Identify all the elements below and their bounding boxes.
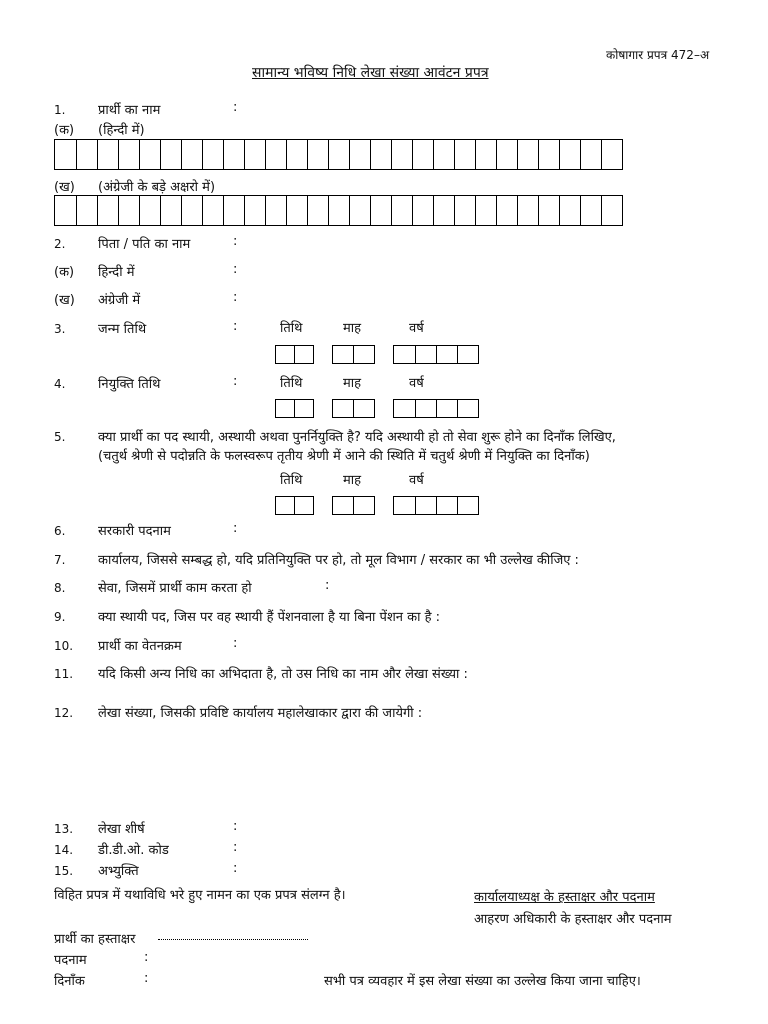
char-box[interactable] [181,196,202,225]
char-box[interactable] [307,140,328,169]
char-box[interactable] [538,196,559,225]
char-box[interactable] [601,140,622,169]
item-number: 14. [54,843,74,857]
digit-box[interactable] [415,497,436,514]
item-number: 7. [54,553,66,567]
form-title: सामान्य भविष्य निधि लेखा संख्या आवंटन प्रपत्र [252,65,489,81]
colon: : [233,819,238,834]
char-box[interactable] [307,196,328,225]
char-box[interactable] [517,196,538,225]
char-box[interactable] [265,140,286,169]
char-box[interactable] [601,196,622,225]
char-box[interactable] [328,196,349,225]
item-number: 8. [54,581,66,595]
month-label: माह [343,376,362,391]
remarks-label: अभ्युक्ति [98,864,139,879]
sub-item-number: (ख) [54,180,75,195]
dob-year-boxes[interactable] [393,345,479,364]
hindi-name-label: (हिन्दी में) [98,123,145,138]
service-label: सेवा, जिसमें प्रार्थी काम करता हो [98,581,252,596]
year-label: वर्ष [409,376,424,391]
char-box[interactable] [97,140,118,169]
item-number: 5. [54,430,66,444]
colon: : [233,262,238,277]
char-box[interactable] [496,140,517,169]
char-box[interactable] [496,196,517,225]
char-box[interactable] [454,196,475,225]
char-box[interactable] [391,196,412,225]
char-box[interactable] [160,196,181,225]
char-box[interactable] [76,196,97,225]
pay-scale-label: प्रार्थी का वेतनक्रम [98,639,182,654]
day-label: तिथि [280,376,303,391]
char-box[interactable] [454,140,475,169]
char-box[interactable] [286,196,307,225]
char-box[interactable] [139,196,160,225]
item-number: 6. [54,524,66,538]
pension-question-label: क्या स्थायी पद, जिस पर वह स्थायी हैं पेंशनवाला है या बिना पेंशन का है : [98,610,441,625]
digit-box[interactable] [276,346,294,363]
char-box[interactable] [580,140,601,169]
date-label: दिनाँक [54,974,85,989]
drawing-officer-signature-label: आहरण अधिकारी के हस्ताक्षर और पदनाम [474,912,672,927]
char-box[interactable] [286,140,307,169]
colon: : [233,521,238,536]
official-designation-label: सरकारी पदनाम [98,524,171,539]
colon: : [233,374,238,389]
item-number: 3. [54,322,66,336]
appointment-month-boxes[interactable] [332,399,375,418]
office-label: कार्यालय, जिससे सम्बद्ध हो, यदि प्रतिनियुक्ति पर हो, तो मूल विभाग / सरकार का भी उल्लेख कीजिए : [98,553,579,568]
ddo-code-label: डी.डी.ओ. कोड [98,843,169,858]
char-box[interactable] [97,196,118,225]
digit-box[interactable] [457,346,478,363]
digit-box[interactable] [294,346,313,363]
digit-box[interactable] [353,346,374,363]
char-box[interactable] [160,140,181,169]
post-status-note: (चतुर्थ श्रेणी से पदोन्नति के फलस्वरूप तृतीय श्रेणी में आने की स्थिति में चतुर्थ श्रेणी में नियुक्ति का दिनाँक) [98,449,590,464]
service-start-day-boxes[interactable] [275,496,314,515]
char-box[interactable] [538,140,559,169]
digit-box[interactable] [436,400,457,417]
appointment-date-label: नियुक्ति तिथि [98,377,161,392]
colon: : [233,861,238,876]
father-husband-name-label: पिता / पति का नाम [98,237,191,252]
colon: : [325,578,330,593]
digit-box[interactable] [353,400,374,417]
char-box[interactable] [349,196,370,225]
item-number: 13. [54,822,74,836]
char-box[interactable] [559,196,580,225]
english-name-boxes[interactable] [54,195,623,226]
appointment-year-boxes[interactable] [393,399,479,418]
item-number: 9. [54,610,66,624]
correspondence-note: सभी पत्र व्यवहार में इस लेखा संख्या का उल्लेख किया जाना चाहिए। [324,974,641,989]
char-box[interactable] [433,140,454,169]
in-hindi-label: हिन्दी में [98,265,135,280]
digit-box[interactable] [394,346,415,363]
item-number: 2. [54,237,66,251]
char-box[interactable] [433,196,454,225]
item-number: 1. [54,103,66,117]
colon: : [233,636,238,651]
sub-item-number: (ख) [54,293,75,308]
dob-day-boxes[interactable] [275,345,314,364]
digit-box[interactable] [333,346,353,363]
char-box[interactable] [412,196,433,225]
dob-month-boxes[interactable] [332,345,375,364]
colon: : [233,100,238,115]
sub-item-number: (क) [54,123,75,138]
designation-label: पदनाम [54,953,87,968]
month-label: माह [343,473,362,488]
digit-box[interactable] [415,400,436,417]
char-box[interactable] [223,140,244,169]
service-start-year-boxes[interactable] [393,496,479,515]
colon: : [233,319,238,334]
digit-box[interactable] [276,400,294,417]
digit-box[interactable] [436,497,457,514]
item-number: 15. [54,864,74,878]
char-box[interactable] [244,140,265,169]
char-box[interactable] [202,140,223,169]
item-number: 4. [54,377,66,391]
month-label: माह [343,321,362,336]
char-box[interactable] [55,196,76,225]
office-head-signature-label: कार्यालयाध्यक्ष के हस्ताक्षर और पदनाम [474,890,655,905]
char-box[interactable] [139,140,160,169]
char-box[interactable] [580,196,601,225]
colon: : [233,234,238,249]
item-number: 11. [54,667,74,681]
day-label: तिथि [280,473,303,488]
applicant-name-label: प्रार्थी का नाम [98,103,161,118]
digit-box[interactable] [457,497,478,514]
other-fund-label: यदि किसी अन्य निधि का अभिदाता है, तो उस निधि का नाम और लेखा संख्या : [98,667,468,682]
char-box[interactable] [223,196,244,225]
colon: : [144,971,149,986]
char-box[interactable] [55,140,76,169]
hindi-name-boxes[interactable] [54,139,623,170]
digit-box[interactable] [415,346,436,363]
char-box[interactable] [412,140,433,169]
char-box[interactable] [181,140,202,169]
digit-box[interactable] [436,346,457,363]
digit-box[interactable] [333,497,353,514]
char-box[interactable] [559,140,580,169]
english-name-label: (अंग्रेजी के बड़े अक्षरो में) [98,180,216,195]
colon: : [233,290,238,305]
char-box[interactable] [118,196,139,225]
form-code: कोषागार प्रपत्र 472–अ [606,48,710,62]
digit-box[interactable] [276,497,294,514]
account-head-label: लेखा शीर्ष [98,822,145,837]
char-box[interactable] [328,140,349,169]
dob-label: जन्म तिथि [98,322,147,337]
digit-box[interactable] [294,400,313,417]
day-label: तिथि [280,321,303,336]
char-box[interactable] [244,196,265,225]
char-box[interactable] [391,140,412,169]
sub-item-number: (क) [54,265,75,280]
digit-box[interactable] [394,400,415,417]
char-box[interactable] [118,140,139,169]
char-box[interactable] [475,196,496,225]
char-box[interactable] [349,140,370,169]
applicant-signature-label: प्रार्थी का हस्ताक्षर [54,932,136,947]
year-label: वर्ष [409,321,424,336]
char-box[interactable] [202,196,223,225]
colon: : [233,840,238,855]
service-start-month-boxes[interactable] [332,496,375,515]
item-number: 12. [54,706,74,720]
in-english-label: अंग्रेजी में [98,293,141,308]
char-box[interactable] [265,196,286,225]
account-number-label: लेखा संख्या, जिसकी प्रविष्टि कार्यालय महालेखाकार द्वारा की जायेगी : [98,706,423,721]
digit-box[interactable] [333,400,353,417]
char-box[interactable] [517,140,538,169]
nomination-attached-note: विहित प्रपत्र में यथाविधि भरे हुए नामन का एक प्रपत्र संलग्न है। [54,888,346,903]
appointment-day-boxes[interactable] [275,399,314,418]
digit-box[interactable] [457,400,478,417]
item-number: 10. [54,639,74,653]
char-box[interactable] [475,140,496,169]
digit-box[interactable] [294,497,313,514]
post-status-question: क्या प्रार्थी का पद स्थायी, अस्थायी अथवा पुनर्नियुक्ति है? यदि अस्थायी हो तो सेवा शुरू होने का दिनाँक लिखिए, [98,430,616,445]
applicant-signature-line[interactable] [158,938,308,940]
char-box[interactable] [76,140,97,169]
char-box[interactable] [370,140,391,169]
year-label: वर्ष [409,473,424,488]
char-box[interactable] [370,196,391,225]
colon: : [144,950,149,965]
digit-box[interactable] [394,497,415,514]
digit-box[interactable] [353,497,374,514]
